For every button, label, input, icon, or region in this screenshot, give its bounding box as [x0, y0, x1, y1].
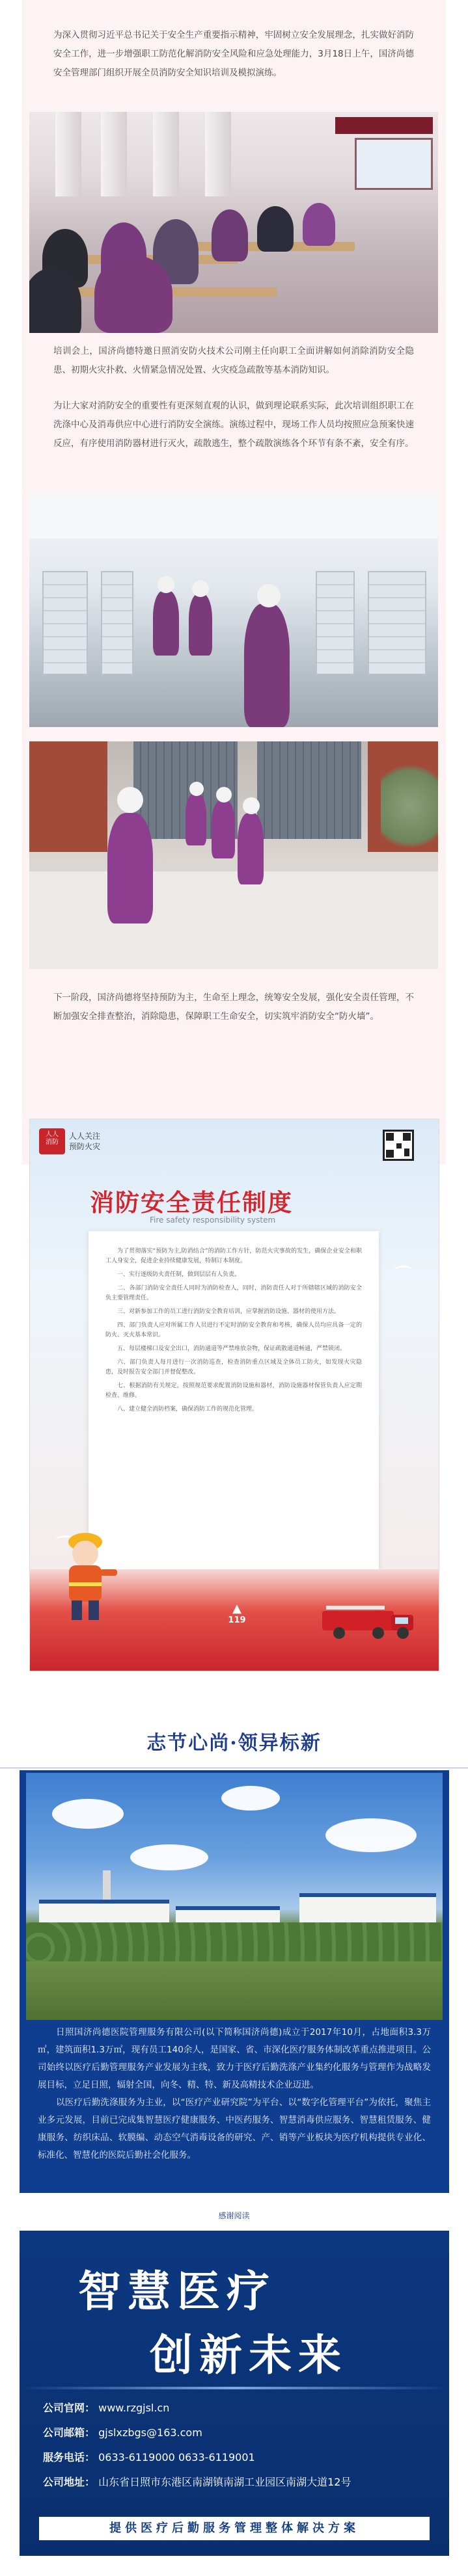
poster-rule: 一、实行逐级防火责任制，做到层层有人负责。 [117, 1271, 241, 1278]
company-building-photo [26, 1773, 443, 2020]
address-value: 山东省日照市东港区南湖镇南湖工业园区南湖大道12号 [98, 2476, 351, 2488]
poster-logo [39, 1128, 100, 1154]
logo-text-line2: 预防火灾 [69, 1142, 101, 1151]
poster-subtitle: Fire safety responsibility system [150, 1215, 276, 1225]
corridor-drill-photo [29, 493, 438, 727]
training-room-photo [29, 112, 438, 333]
fire-truck-icon [320, 1600, 417, 1640]
footer-phone [43, 2450, 255, 2465]
slogan-line1: 智慧医疗 [78, 2266, 276, 2317]
thanks-for-reading [0, 2210, 468, 2221]
poster-rule: 三、对新参加工作的员工进行消防安全教育培训，应掌握消防设施、器材的使用方法。 [117, 1308, 340, 1315]
slogan-line2: 创新未来 [150, 2330, 348, 2380]
website-link[interactable]: www.rzgjsl.cn [98, 2402, 170, 2414]
poster-rules-sheet [89, 1231, 379, 1569]
poster-rule: 四、部门负责人应对所属工作人员进行不定时消防安全教育和考核，确保人员均应具备一定的防火、灭火基本常识。 [105, 1322, 362, 1338]
email-link[interactable]: gjslxzbgs@163.com [98, 2426, 202, 2439]
fire-logo-icon: 人人 消防 [39, 1128, 65, 1154]
footer-email [43, 2426, 202, 2440]
article-paragraph-training: 培训会上，国济尚德特邀日照消安防火技术公司刚主任向职工全面讲解如何消除消防安全隐患、初期火灾扑救、火情紧急情况处置、火灾疫急疏散等基本消防知识。 [53, 346, 414, 375]
logo-text-line1: 人人关注 [69, 1132, 101, 1141]
phone-label: 服务电话： [43, 2451, 96, 2463]
fire-safety-poster [29, 1119, 439, 1671]
footer-website [43, 2401, 169, 2415]
poster-rule: 二、各部门消防安全责任人同时为消防检查人，同时，消防责任人对于所辖辖区域的消防安全负主要管理责任。 [105, 1285, 362, 1301]
fireman-icon [49, 1522, 121, 1627]
thanks-text: 感谢阅读 [218, 2211, 250, 2220]
article-paragraph-intro: 为深入贯彻习近平总书记关于安全生产重要指示精神，牢固树立安全发展理念，扎实做好消防安全工作，进一步增强职工防范化解消防安全风险和应急处理能力，3月18日上午，国济尚德安全管理部门组织开展全员消防安全知识培训及模拟演练。 [53, 30, 414, 78]
emergency-119-icon: ▲ 119 [228, 1602, 246, 1625]
poster-title: 消防安全责任制度 [90, 1189, 293, 1217]
poster-rule: 七、根据消防有关规定，按照规范要求配置消防设施和器材，消防设施器材保管负责人应定期检查、维修。 [105, 1383, 362, 1399]
footer-tagline: 提供医疗后勤服务管理整体解决方案 [39, 2517, 430, 2540]
poster-intro: 为了贯彻落实“预防为主,防消结合”的消防工作方针，防范火灾事故的发生，确保企业安全和职工人身安全，促进企业持续健康发展，特制订本制度。 [105, 1248, 362, 1264]
company-description [38, 2024, 431, 2164]
section-title: 志节心尚·领异标新 [146, 1732, 322, 1755]
poster-rule: 八、建立健全消防档案，确保消防工作的规范化管理。 [117, 1406, 258, 1413]
qr-code-icon [383, 1130, 414, 1161]
email-label: 公司邮箱： [43, 2426, 96, 2439]
phone-number[interactable]: 0633-6119000 0633-6119001 [98, 2451, 255, 2463]
footer-divider [20, 2387, 449, 2389]
company-description-p2: 以医疗后勤洗涤服务为主业，以“医疗产业研究院”为平台、以“数字化管理平台”为依托，聚焦主业多元发展，目前已完成集智慧医疗健康服务、中医药服务、智慧消毒供应服务、智慧租赁服务、健康服务、纺织床品、软膜编、动态空气消毒设备的研究、产、销等产业板块为医疗机构提供专业化、标准化、智慧化的医院后勤社会化服务。 [38, 2097, 431, 2160]
article-paragraph-next-step: 下一阶段，国济尚德将坚持预防为主，生命至上理念，统筹安全发展，强化安全责任管理，不断加强安全排查整治，消除隐患，保障职工生命安全，切实筑牢消防安全“防火墙”。 [53, 992, 414, 1022]
footer-address [43, 2475, 351, 2490]
outdoor-evacuation-photo [29, 741, 438, 969]
poster-rule: 六、部门负责人每月进行一次消防巡查，检查消防重点区域及全体员工防火，如发现火灾隐患，及时报告安全部门并督促整改。 [105, 1359, 362, 1375]
website-label: 公司官网： [43, 2402, 96, 2414]
address-label: 公司地址： [43, 2476, 96, 2488]
company-description-p1: 日照国济尚德医院管理服务有限公司(以下简称国济尚德)成立于2017年10月，占地面积3.3万㎡，建筑面积1.3万㎡，现有员工140余人，是国家、省、市深化医疗服务体制改革重点推进项目。公司始终以医疗后勤管理服务产业发展为主线，致力于医疗后勤洗涤产业集约化服务与管理作为战略发展目标，立足日照，辐射全国，向冬、精、特、新及高精技术企业迈进。 [38, 2027, 431, 2090]
poster-rule: 五、每层楼梯口及安全出口，消防通道等严禁堆放杂物，保证疏散通道畅通，严禁锁闭。 [117, 1346, 346, 1352]
article-paragraph-drill: 为让大家对消防安全的重要性有更深刻直观的认识，做到理论联系实际，此次培训组织职工在洗涤中心及消毒供应中心进行消防安全演练。演练过程中，现场工作人员均按照应急预案快速反应，有序使用消防器材进行灭火，疏散逃生，整个疏散演练各个环节有条不紊，安全有序。 [53, 401, 414, 449]
footer-banner [20, 2231, 449, 2556]
